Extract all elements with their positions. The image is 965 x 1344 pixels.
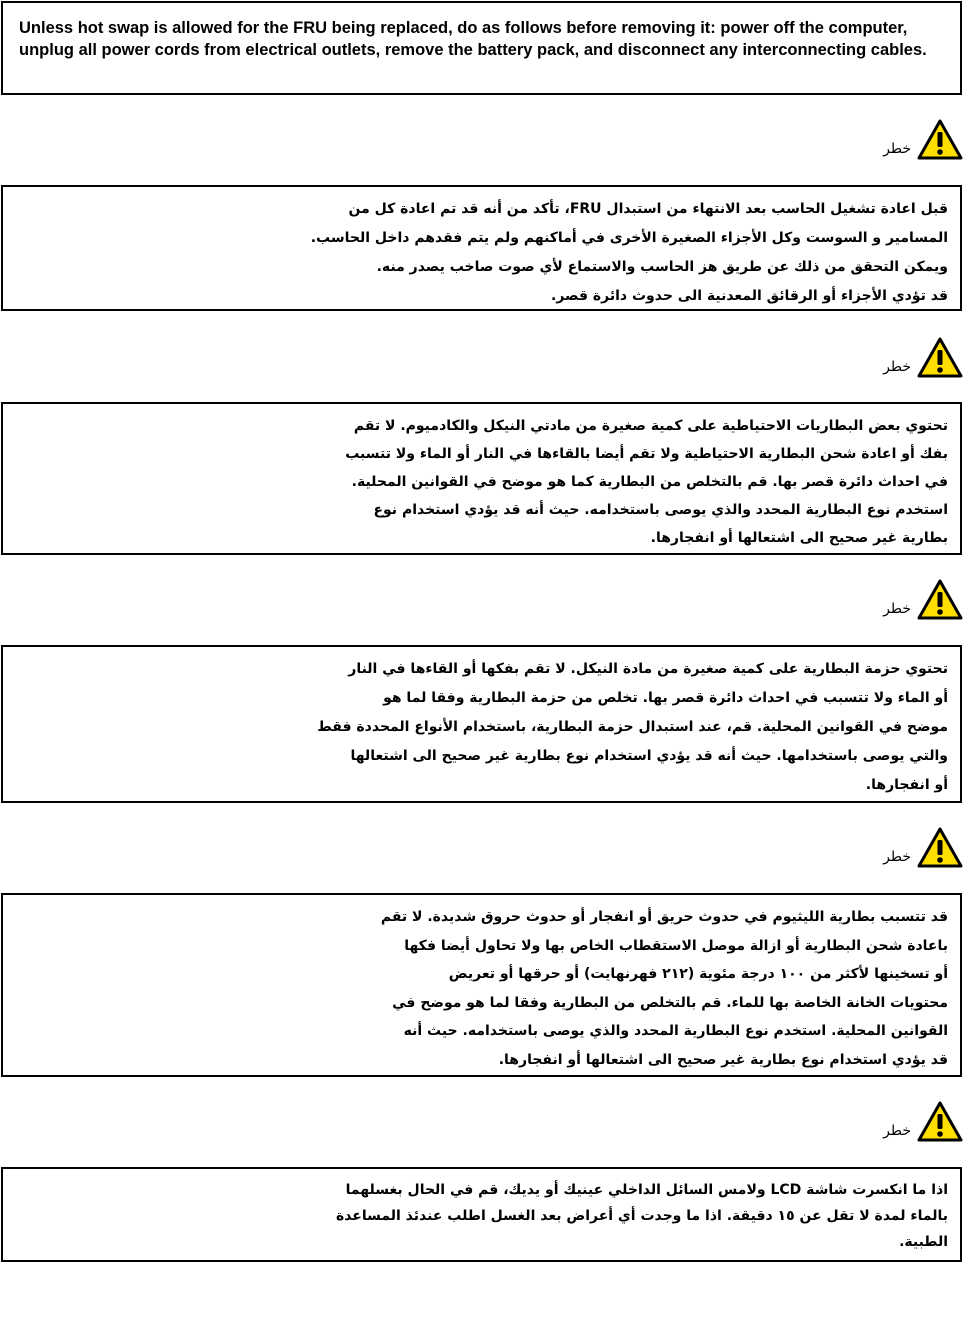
danger-notice-4 bbox=[1, 893, 962, 1077]
danger-heading bbox=[763, 826, 963, 872]
notice-line: قبل اعادة تشغيل الحاسب بعد الانتهاء من استبدال FRU، تأكد من أنه قد تم اعادة كل من bbox=[348, 201, 948, 217]
danger-notice-5 bbox=[1, 1167, 962, 1262]
danger-label: خطر bbox=[883, 141, 911, 157]
notice-line: تحتوي بعض البطاريات الاحتياطية على كمية صغيرة من مادتي النيكل والكادميوم. لا تقم bbox=[353, 418, 948, 434]
danger-notice-1 bbox=[1, 185, 962, 311]
warning-triangle-icon bbox=[917, 1100, 963, 1142]
notice-line: قد تتسبب بطارية الليثيوم في حدوث حريق أو انفجار أو حدوث حروق شديدة. لا تقم bbox=[380, 909, 948, 925]
intro-text: Unless hot swap is allowed for the FRU being replaced, do as follows before removing it: power off the computer, unplug all power cords from electrical outlets, remove the battery pack, and disconnect any interconnecting cables. bbox=[19, 19, 927, 59]
notice-line: تحتوي حزمة البطارية على كمية صغيرة من مادة النيكل. لا تقم بفكها أو القاءها في النار bbox=[348, 661, 948, 677]
notice-line: القوانين المحلية. استخدم نوع البطارية المحدد والذي يوصى باستخدامه. حيث أنه bbox=[403, 1023, 948, 1039]
notice-line: بالماء لمدة لا تقل عن ١٥ دقيقة. اذا ما وجدت أي أعراض بعد الغسل اطلب عندئذ المساعدة bbox=[335, 1208, 948, 1224]
danger-notice-3 bbox=[1, 645, 962, 803]
danger-heading bbox=[763, 578, 963, 624]
notice-line: بطارية غير صحيح الى اشتعالها أو انفجارها. bbox=[650, 530, 948, 546]
notice-line: قد تؤدي الأجزاء أو الرقائق المعدنية الى حدوث دائرة قصر. bbox=[551, 288, 948, 304]
notice-line: قد يؤدي استخدام نوع بطارية غير صحيح الى اشتعالها أو انفجارها. bbox=[498, 1051, 948, 1068]
warning-triangle-icon bbox=[917, 336, 963, 378]
danger-heading bbox=[763, 1100, 963, 1146]
notice-line: في احداث دائرة قصر بها. قم بالتخلص من البطارية كما هو موضح في القوانين المحلية. bbox=[351, 474, 948, 490]
warning-triangle-icon bbox=[917, 578, 963, 620]
danger-notice-2 bbox=[1, 402, 962, 555]
warning-triangle-icon bbox=[917, 118, 963, 160]
notice-line: اذا ما انكسرت شاشة LCD ولامس السائل الداخلي عينيك أو يديك، قم في الحال بغسلهما bbox=[345, 1182, 948, 1198]
notice-line: باعادة شحن البطارية أو ازالة موصل الاستقطاب الخاص بها ولا تحاول أيضا فكها bbox=[404, 937, 948, 954]
danger-heading bbox=[763, 336, 963, 382]
notice-line: والتي يوصى باستخدامها. حيث أنه قد يؤدي استخدام نوع بطارية غير صحيح الى اشتعالها bbox=[350, 748, 948, 764]
danger-label: خطر bbox=[883, 359, 911, 375]
danger-label: خطر bbox=[883, 1123, 911, 1139]
notice-line: بفك أو اعادة شحن البطارية الاحتياطية ولا تقم أيضا بالقاءها في النار أو الماء ولا تتسبب bbox=[345, 446, 948, 462]
danger-label: خطر bbox=[883, 601, 911, 617]
warning-triangle-icon bbox=[917, 826, 963, 868]
notice-line: المسامير و السوست وكل الأجزاء الصغيرة الأخرى في أماكنهم ولم يتم فقدهم داخل الحاسب. bbox=[310, 230, 948, 246]
danger-heading bbox=[763, 118, 963, 164]
intro-notice bbox=[1, 1, 962, 95]
notice-line: ويمكن التحقق من ذلك عن طريق هز الحاسب والاستماع لأي صوت صاخب يصدر منه. bbox=[376, 259, 948, 275]
danger-label: خطر bbox=[883, 849, 911, 865]
notice-line: أو الماء ولا تتسبب في احداث دائرة قصر بها. تخلص من حزمة البطارية وفقا لما هو bbox=[383, 690, 948, 706]
notice-line: موضح في القوانين المحلية. قم، عند استبدال حزمة البطارية، باستخدام الأنواع المحددة فقط bbox=[317, 719, 948, 735]
notice-line: أو تسخينها لأكثر من ١٠٠ درجة مئوية (٢١٢ فهرنهايت) أو حرقها أو تعريض bbox=[448, 966, 948, 982]
notice-line: استخدم نوع البطارية المحدد والذي يوصى باستخدامه. حيث أنه قد يؤدي استخدام نوع bbox=[373, 502, 948, 518]
notice-line: الطبية. bbox=[899, 1234, 948, 1250]
notice-line: محتويات الخانة الخاصة بها للماء. قم بالتخلص من البطارية وفقا لما هو موضح في bbox=[392, 994, 948, 1011]
notice-line: أو انفجارها. bbox=[865, 777, 948, 793]
